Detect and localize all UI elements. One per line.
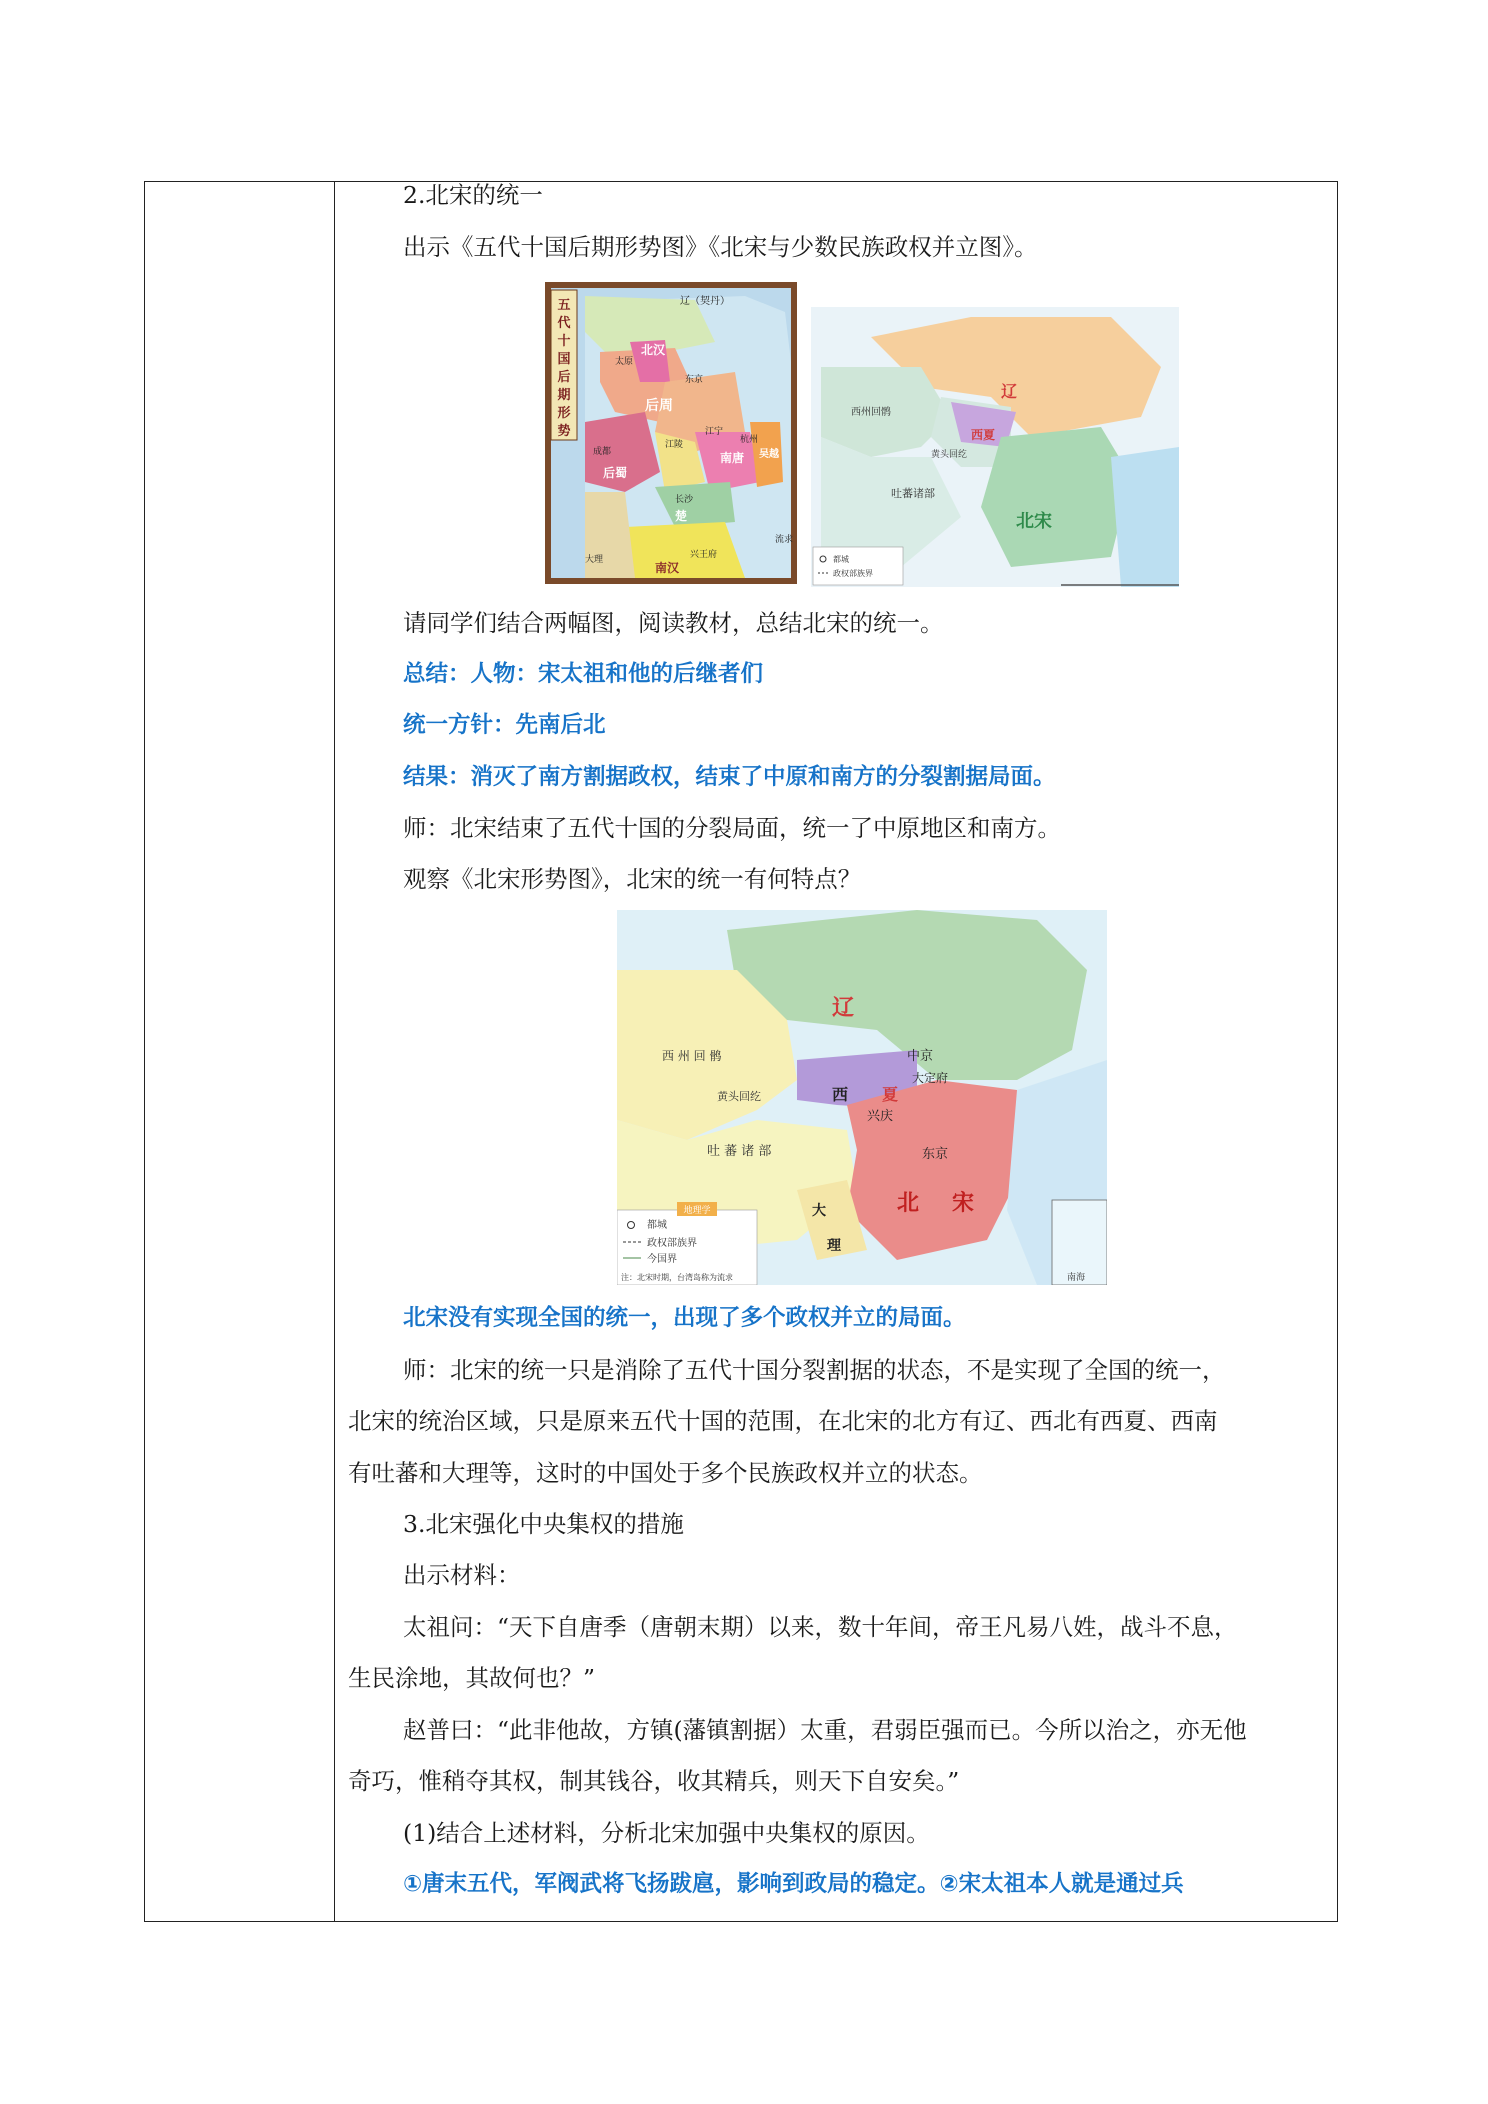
svg-text:黄头回纥: 黄头回纥 xyxy=(931,450,968,460)
teacher-remark-2-line1: 师：北宋的统一只是消除了五代十国分裂割据的状态，不是实现了全国的统一， xyxy=(403,1356,1226,1384)
svg-text:成都: 成都 xyxy=(593,447,612,457)
svg-text:西夏: 西夏 xyxy=(971,428,996,442)
svg-text:江陵: 江陵 xyxy=(665,440,684,450)
svg-text:十: 十 xyxy=(557,334,571,349)
svg-text:吐蕃诸部: 吐蕃诸部 xyxy=(891,487,935,500)
svg-text:今国界: 今国界 xyxy=(647,1254,677,1265)
section-2-heading: 2.北宋的统一 xyxy=(403,181,543,209)
svg-text:地理学: 地理学 xyxy=(683,1206,711,1216)
svg-text:兴王府: 兴王府 xyxy=(690,550,718,560)
svg-text:宋: 宋 xyxy=(952,1191,975,1216)
svg-text:北宋: 北宋 xyxy=(1016,511,1052,532)
svg-text:中京: 中京 xyxy=(907,1049,934,1064)
teacher-remark-2-line2: 北宋的统治区域，只是原来五代十国的范围，在北宋的北方有辽、西北有西夏、西南 xyxy=(348,1407,1218,1435)
svg-text:五: 五 xyxy=(557,298,571,313)
svg-text:兴庆: 兴庆 xyxy=(867,1109,894,1124)
taizu-quote-line1: 太祖问：“天下自唐季（唐朝末期）以来，数十年间，帝王凡易八姓，战斗不息， xyxy=(403,1613,1238,1641)
svg-text:势: 势 xyxy=(557,424,571,439)
svg-text:夏: 夏 xyxy=(882,1085,899,1104)
section-3-heading: 3.北宋强化中央集权的措施 xyxy=(403,1510,684,1538)
svg-text:吐 蕃 诸 部: 吐 蕃 诸 部 xyxy=(707,1144,772,1159)
map-northern-song-situation xyxy=(617,910,1107,1285)
svg-text:大: 大 xyxy=(812,1203,826,1219)
svg-text:太原: 太原 xyxy=(615,357,634,367)
zhaopu-quote-line1: 赵普曰：“此非他故，方镇(藩镇割据）太重，君弱臣强而已。今所以治之，亦无他 xyxy=(403,1716,1247,1744)
question-1: (1)结合上述材料，分析北宋加强中央集权的原因。 xyxy=(403,1819,930,1847)
summary-result: 结果：消灭了南方割据政权，结束了中原和南方的分裂割据局面。 xyxy=(403,764,1056,790)
svg-text:长沙: 长沙 xyxy=(675,495,694,505)
svg-text:黄头回纥: 黄头回纥 xyxy=(717,1090,761,1103)
prompt-text: 请同学们结合两幅图，阅读教材，总结北宋的统一。 xyxy=(403,609,944,637)
svg-text:都城: 都城 xyxy=(647,1220,667,1231)
svg-text:杭州: 杭州 xyxy=(740,435,759,445)
svg-text:政权部族界: 政权部族界 xyxy=(833,569,873,578)
svg-text:大定府: 大定府 xyxy=(912,1071,949,1085)
svg-text:南海: 南海 xyxy=(1067,1273,1086,1283)
svg-text:后蜀: 后蜀 xyxy=(603,466,628,480)
svg-text:辽: 辽 xyxy=(1001,382,1018,401)
teacher-remark-1: 师：北宋结束了五代十国的分裂局面，统一了中原地区和南方。 xyxy=(403,814,1061,842)
svg-text:南唐: 南唐 xyxy=(720,451,745,465)
feature-answer: 北宋没有实现全国的统一，出现了多个政权并立的局面。 xyxy=(403,1305,966,1331)
svg-text:后: 后 xyxy=(557,370,571,385)
svg-text:东京: 东京 xyxy=(685,375,704,385)
show-maps-text: 出示《五代十国后期形势图》《北宋与少数民族政权并立图》。 xyxy=(403,233,1038,261)
svg-text:西州回鹘: 西州回鹘 xyxy=(851,407,891,418)
svg-text:大理: 大理 xyxy=(585,555,604,565)
svg-text:形: 形 xyxy=(557,406,571,421)
label-west: 西 xyxy=(832,1085,849,1104)
svg-text:代: 代 xyxy=(557,316,571,331)
teacher-remark-2-line3: 有吐蕃和大理等，这时的中国处于多个民族政权并立的状态。 xyxy=(348,1459,983,1487)
observe-question: 观察《北宋形势图》，北宋的统一有何特点？ xyxy=(403,865,862,893)
svg-text:理: 理 xyxy=(827,1238,841,1254)
svg-text:后周: 后周 xyxy=(645,398,673,414)
summary-people: 总结：人物：宋太祖和他的后继者们 xyxy=(403,661,764,687)
summary-policy: 统一方针：先南后北 xyxy=(403,712,606,738)
svg-text:注：北宋时期，台湾岛称为流求: 注：北宋时期，台湾岛称为流求 xyxy=(621,1273,733,1282)
left-column xyxy=(145,182,335,1921)
svg-text:北汉: 北汉 xyxy=(641,343,666,357)
svg-text:江宁: 江宁 xyxy=(705,427,724,437)
svg-text:西 州 回 鹘: 西 州 回 鹘 xyxy=(662,1049,722,1063)
svg-text:吴越: 吴越 xyxy=(759,449,779,460)
svg-text:东京: 东京 xyxy=(922,1147,949,1162)
svg-text:国: 国 xyxy=(557,352,571,367)
svg-text:辽: 辽 xyxy=(832,996,855,1021)
svg-text:政权部族界: 政权部族界 xyxy=(647,1238,697,1249)
svg-text:都城: 都城 xyxy=(833,555,849,564)
answer-1: ①唐末五代，军阀武将飞扬跋扈，影响到政局的稳定。②宋太祖本人就是通过兵 xyxy=(403,1871,1184,1897)
map-five-dynasties xyxy=(545,282,797,584)
svg-text:南汉: 南汉 xyxy=(655,561,680,575)
svg-text:楚: 楚 xyxy=(675,509,688,523)
svg-text:期: 期 xyxy=(557,388,571,403)
show-material: 出示材料： xyxy=(403,1561,521,1589)
svg-text:北: 北 xyxy=(897,1191,920,1216)
svg-text:辽（契丹）: 辽（契丹） xyxy=(680,296,730,307)
taizu-quote-line2: 生民涂地，其故何也？” xyxy=(348,1664,596,1692)
svg-text:流求: 流求 xyxy=(775,535,794,545)
zhaopu-quote-line2: 奇巧，惟稍夺其权，制其钱谷，收其精兵，则天下自安矣。” xyxy=(348,1767,960,1795)
map-song-and-ethnic-regimes xyxy=(811,307,1179,587)
